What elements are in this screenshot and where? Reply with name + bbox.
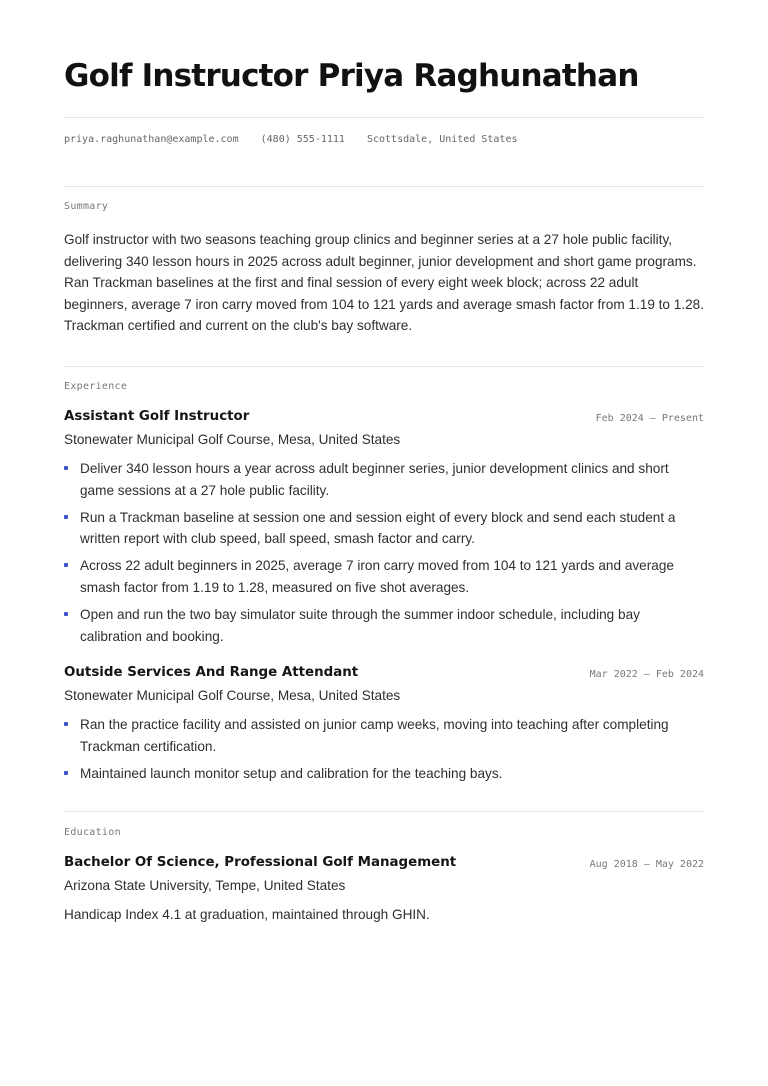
divider [64, 117, 704, 118]
bullet-text: Across 22 adult beginners in 2025, average 7 iron carry moved from 104 to 121 yards and average smash factor from 1.19 to 1.28, measured on five shot averages. [80, 558, 674, 595]
bullet-text: Deliver 340 lesson hours a year across adult beginner series, junior development clinics and short game sessions at a 27 hole public facility. [80, 461, 669, 498]
job-bullets [64, 458, 704, 653]
bullet-marker [64, 515, 68, 519]
contact-line [64, 134, 533, 145]
education-dates: Aug 2018 — May 2022 [589, 859, 704, 870]
education-note: Handicap Index 4.1 at graduation, maintained through GHIN. [64, 907, 430, 922]
summary-text: Golf instructor with two seasons teaching group clinics and beginner series at a 27 hole public facility, delivering 340 lesson hours in 2025 across adult beginner, junior development and short game programs. Ran Trackman baselines at the first and final session of every eight week block; across 22 adult beginners, average 7 iron carry moved from 104 to 121 yards and average smash factor from 1.19 to 1.28. Trackman certified and current on the club's bay software. [64, 232, 705, 334]
location-text: Scottsdale, United States [366, 134, 518, 145]
bullet-text: Run a Trackman baseline at session one and session eight of every block and send each student a written report with club speed, ball speed, smash factor and carry. [80, 509, 676, 547]
divider [64, 186, 704, 187]
job-dates: Mar 2022 — Feb 2024 [589, 669, 704, 680]
section-label-experience: Experience [64, 381, 128, 392]
phone-text[interactable]: (480) 555-1111 [260, 134, 345, 145]
bullet-text: Open and run the two bay simulator suite through the summer indoor schedule, including bay calibration and booking. [80, 607, 640, 644]
divider [64, 366, 704, 367]
list-item [64, 763, 704, 785]
list-item [64, 507, 704, 550]
list-item [64, 555, 704, 598]
section-label-summary: Summary [64, 201, 109, 212]
bullet-marker [64, 722, 68, 726]
page-title: Golf Instructor Priya Raghunathan [64, 58, 639, 94]
job-title: Outside Services And Range Attendant [64, 665, 359, 680]
bullet-text: Ran the practice facility and assisted on junior camp weeks, moving into teaching after completing Trackman certification. [80, 717, 669, 754]
bullet-marker [64, 612, 68, 616]
bullet-marker [64, 466, 68, 470]
job-organization: Stonewater Municipal Golf Course, Mesa, United States [64, 688, 401, 703]
divider [64, 811, 704, 812]
school-name: Arizona State University, Tempe, United States [64, 878, 346, 893]
job-title: Assistant Golf Instructor [64, 409, 250, 424]
list-item [64, 714, 704, 757]
job-dates: Feb 2024 — Present [595, 413, 704, 424]
bullet-marker [64, 771, 68, 775]
degree-title: Bachelor Of Science, Professional Golf Management [64, 855, 457, 870]
bullet-text: Maintained launch monitor setup and calibration for the teaching bays. [80, 765, 503, 781]
bullet-marker [64, 563, 68, 567]
job-organization: Stonewater Municipal Golf Course, Mesa, United States [64, 432, 401, 447]
job-bullets [64, 714, 704, 790]
section-label-education: Education [64, 827, 121, 838]
email-text[interactable]: priya.raghunathan@example.com [64, 134, 239, 145]
list-item [64, 458, 704, 501]
list-item [64, 604, 704, 647]
